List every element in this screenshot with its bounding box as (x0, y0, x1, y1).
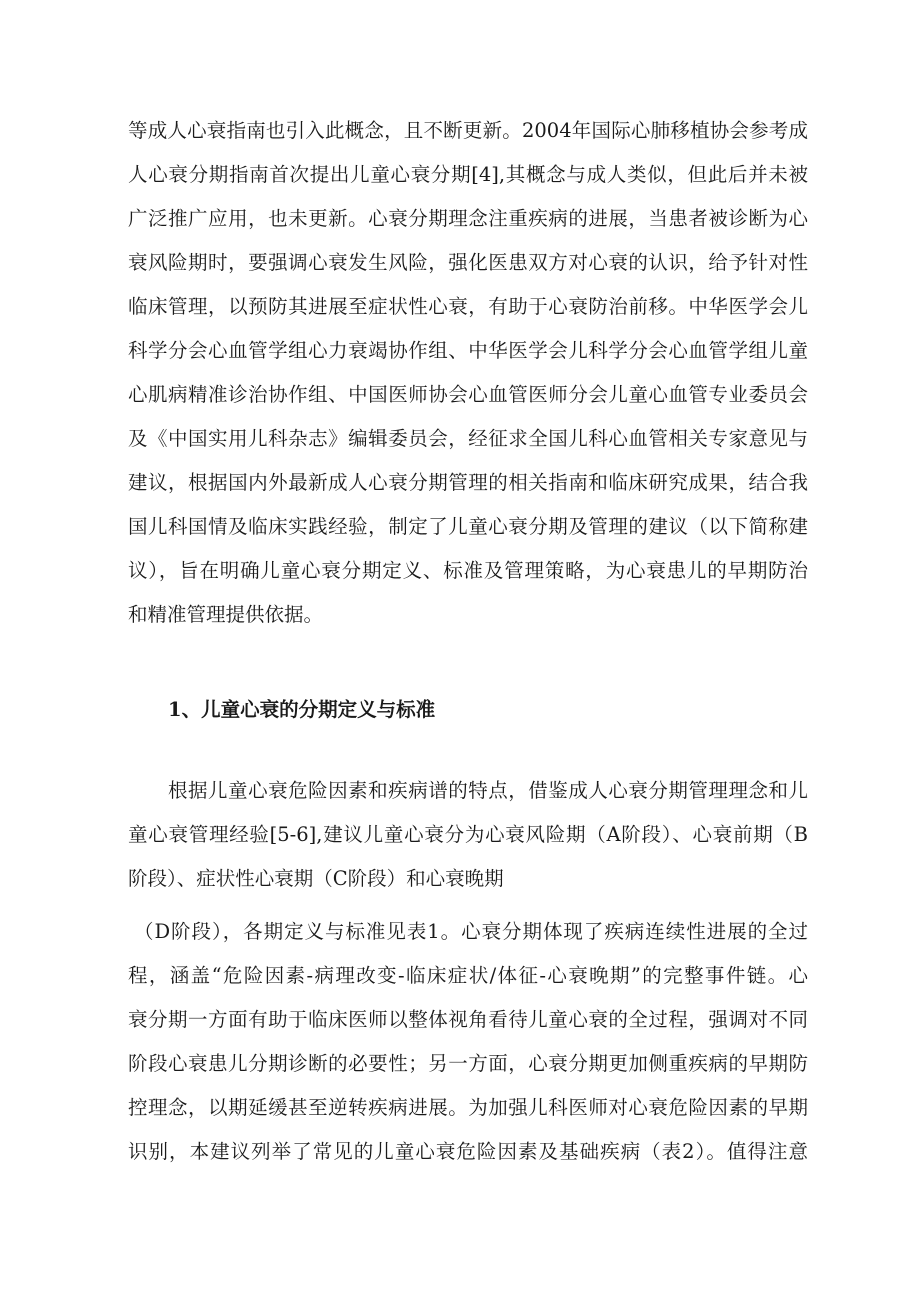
paragraph-1-line-4: 衰风险期时，要强调心衰发生风险，强化医患双方对心衰的认识，给予针对性 (128, 251, 808, 274)
paragraph-3-line-6: 识别，本建议列举了常见的儿童心衰危险因素及基础疾病（表2）。值得注意 (128, 1140, 808, 1163)
paragraph-1-line-2: 人心衰分期指南首次提出儿童心衰分期[4],其概念与成人类似，但此后并未被 (128, 163, 808, 186)
paragraph-1-line-1: 等成人心衰指南也引入此概念，且不断更新。2004年国际心肺移植协会参考成 (128, 119, 808, 142)
paragraph-1-line-8: 及《中国实用儿科杂志》编辑委员会，经征求全国儿科心血管相关专家意见与 (128, 427, 808, 450)
paragraph-2-line-2: 童心衰管理经验[5-6],建议儿童心衰分为心衰风险期（A阶段）、心衰前期（B (128, 823, 808, 846)
paragraph-1-line-9: 建议，根据国内外最新成人心衰分期管理的相关指南和临床研究成果，结合我 (128, 471, 808, 494)
section-heading: 1、儿童心衰的分期定义与标准 (168, 698, 436, 721)
paragraph-3-line-2: 程，涵盖“危险因素-病理改变-临床症状/体征-心衰晚期”的完整事件链。心 (128, 964, 808, 987)
paragraph-1-line-12: 和精准管理提供依据。 (128, 603, 324, 626)
paragraph-1-line-5: 临床管理，以预防其进展至症状性心衰，有助于心衰防治前移。中华医学会儿 (128, 295, 808, 318)
paragraph-3-line-3: 衰分期一方面有助于临床医师以整体视角看待儿童心衰的全过程，强调对不同 (128, 1008, 808, 1031)
paragraph-2-line-3: 阶段）、症状性心衰期（C阶段）和心衰晚期 (128, 867, 504, 890)
paragraph-1-line-3: 广泛推广应用，也未更新。心衰分期理念注重疾病的进展，当患者被诊断为心 (128, 207, 808, 230)
paragraph-2-line-1: 根据儿童心衰危险因素和疾病谱的特点，借鉴成人心衰分期管理理念和儿 (168, 779, 808, 802)
paragraph-1-line-7: 心肌病精准诊治协作组、中国医师协会心血管医师分会儿童心血管专业委员会 (128, 383, 808, 406)
paragraph-1-line-10: 国儿科国情及临床实践经验，制定了儿童心衰分期及管理的建议（以下简称建 (128, 515, 808, 538)
paragraph-1-line-6: 科学分会心血管学组心力衰竭协作组、中华医学会儿科学分会心血管学组儿童 (128, 339, 808, 362)
paragraph-1-line-11: 议），旨在明确儿童心衰分期定义、标准及管理策略，为心衰患儿的早期防治 (128, 559, 808, 582)
paragraph-3-line-1: （D阶段），各期定义与标准见表1。心衰分期体现了疾病连续性进展的全过 (134, 920, 808, 943)
paragraph-3-line-5: 控理念，以期延缓甚至逆转疾病进展。为加强儿科医师对心衰危险因素的早期 (128, 1096, 808, 1119)
paragraph-3-line-4: 阶段心衰患儿分期诊断的必要性；另一方面，心衰分期更加侧重疾病的早期防 (128, 1052, 808, 1075)
